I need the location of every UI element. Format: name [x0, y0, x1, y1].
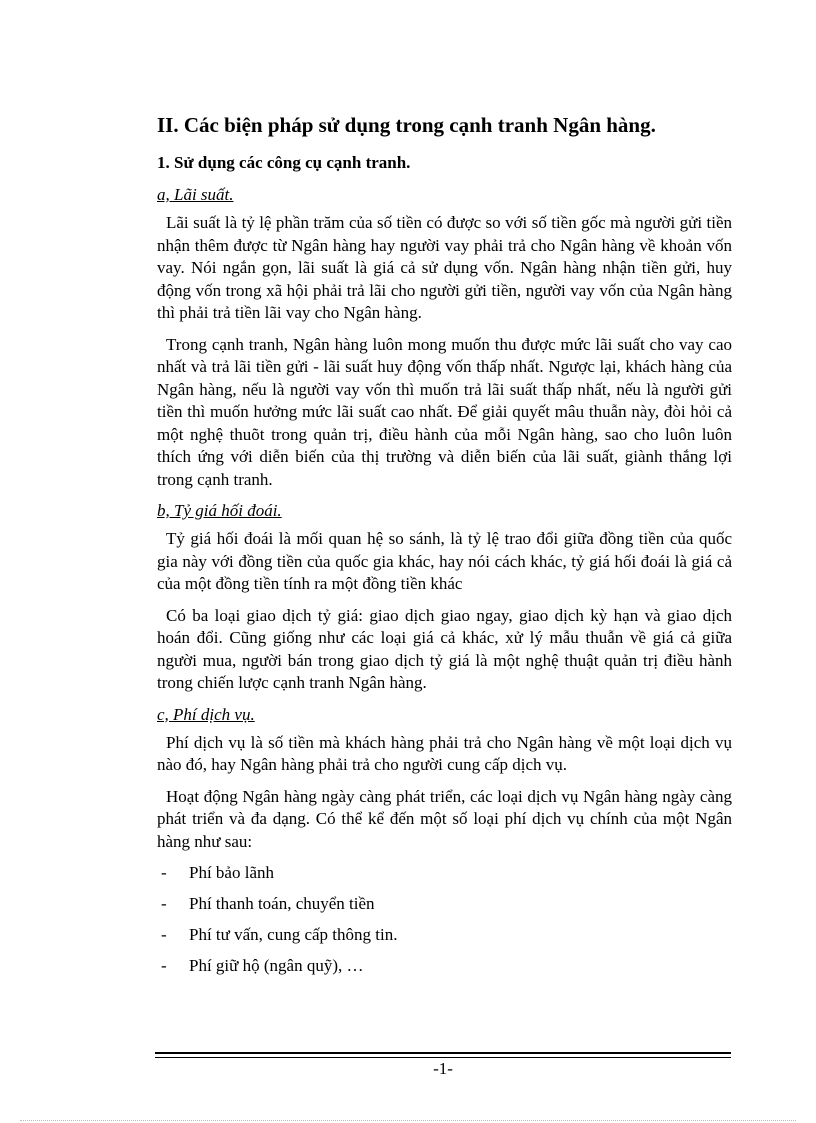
list-item-text: Phí tư vấn, cung cấp thông tin.	[189, 925, 398, 944]
sub-heading-exchange-rate: b, Tỷ giá hối đoái.	[157, 501, 282, 520]
subsection-title: 1. Sử dụng các công cụ cạnh tranh.	[157, 153, 411, 172]
list-item	[157, 955, 732, 977]
paragraph: Hoạt động Ngân hàng ngày càng phát triển, các loại dịch vụ Ngân hàng ngày càng phát triển và đa dạng. Có thể kể đến một số loại phí dịch vụ chính của một Ngân hàng như sau:	[157, 786, 732, 851]
paragraph: Tỷ giá hối đoái là mối quan hệ so sánh, là tỷ lệ trao đổi giữa đồng tiền của quốc gia này với đồng tiền của quốc gia khác, hay nói cách khác, tỷ giá hối đoái là giá cả của một đồng tiền tính ra một đồng tiền khác	[157, 529, 732, 593]
sub-heading-interest-rate: a, Lãi suất.	[157, 185, 234, 204]
list-item-text: Phí giữ hộ (ngân quỹ), …	[189, 956, 364, 975]
bullet-dash: -	[161, 894, 167, 913]
bullet-dash: -	[161, 925, 167, 944]
page-number: -1-	[433, 1059, 453, 1078]
list-item	[157, 893, 732, 915]
paragraph: Phí dịch vụ là số tiền mà khách hàng phải trả cho Ngân hàng về một loại dịch vụ nào đó, hay Ngân hàng phải trả cho người cung cấp dịch vụ.	[157, 732, 732, 774]
footer-rule	[155, 1052, 731, 1058]
document-page	[157, 112, 732, 986]
bullet-dash: -	[161, 956, 167, 975]
list-item	[157, 862, 732, 884]
paragraph: Có ba loại giao dịch tỷ giá: giao dịch giao ngay, giao dịch kỳ hạn và giao dịch hoán đổi. Cũng giống như các loại giá cả khác, xử lý mẫu thuẫn về giá cả giữa người mua, người bán trong giao dịch tỷ giá là một nghệ thuật quản trị điều hành trong chiến lược cạnh tranh Ngân hàng.	[157, 605, 732, 692]
bullet-dash: -	[161, 863, 167, 882]
sub-heading-service-fee: c, Phí dịch vụ.	[157, 704, 255, 724]
list-item-text: Phí thanh toán, chuyển tiền	[189, 894, 375, 913]
fee-list	[157, 862, 732, 977]
list-item-text: Phí bảo lãnh	[189, 863, 274, 882]
page-bottom-border	[20, 1120, 796, 1121]
list-item	[157, 924, 732, 946]
paragraph: Lãi suất là tỷ lệ phần trăm của số tiền có được so với số tiền gốc mà người gửi tiền nhận thêm được từ Ngân hàng hay người vay phải trả cho Ngân hàng về khoản vốn vay. Nói ngắn gọn, lãi suất là giá cả sử dụng vốn. Ngân hàng nhận tiền gửi, huy động vốn trong xã hội phải trả lãi cho người gửi tiền, người vay vốn của Ngân hàng thì phải trả tiền lãi vay cho Ngân hàng.	[157, 213, 732, 322]
paragraph: Trong cạnh tranh, Ngân hàng luôn mong muốn thu được mức lãi suất cho vay cao nhất và trả lãi tiền gửi - lãi suất huy động vốn thấp nhất. Ngược lại, khách hàng của Ngân hàng, nếu là người vay vốn thì muốn trả lãi suất thấp nhất, nếu là người gửi tiền thì muốn hưởng mức lãi suất cao nhất. Để giải quyết mâu thuẫn này, đòi hỏi cả một nghệ thuõt trong quản trị, điều hành của mỗi Ngân hàng, sao cho luôn luôn thích ứng với diễn biến của thị trường và diễn biến của lãi suất, giành thắng lợi trong cạnh tranh.	[157, 334, 732, 489]
section-title: II. Các biện pháp sử dụng trong cạnh tranh Ngân hàng.	[157, 113, 656, 137]
